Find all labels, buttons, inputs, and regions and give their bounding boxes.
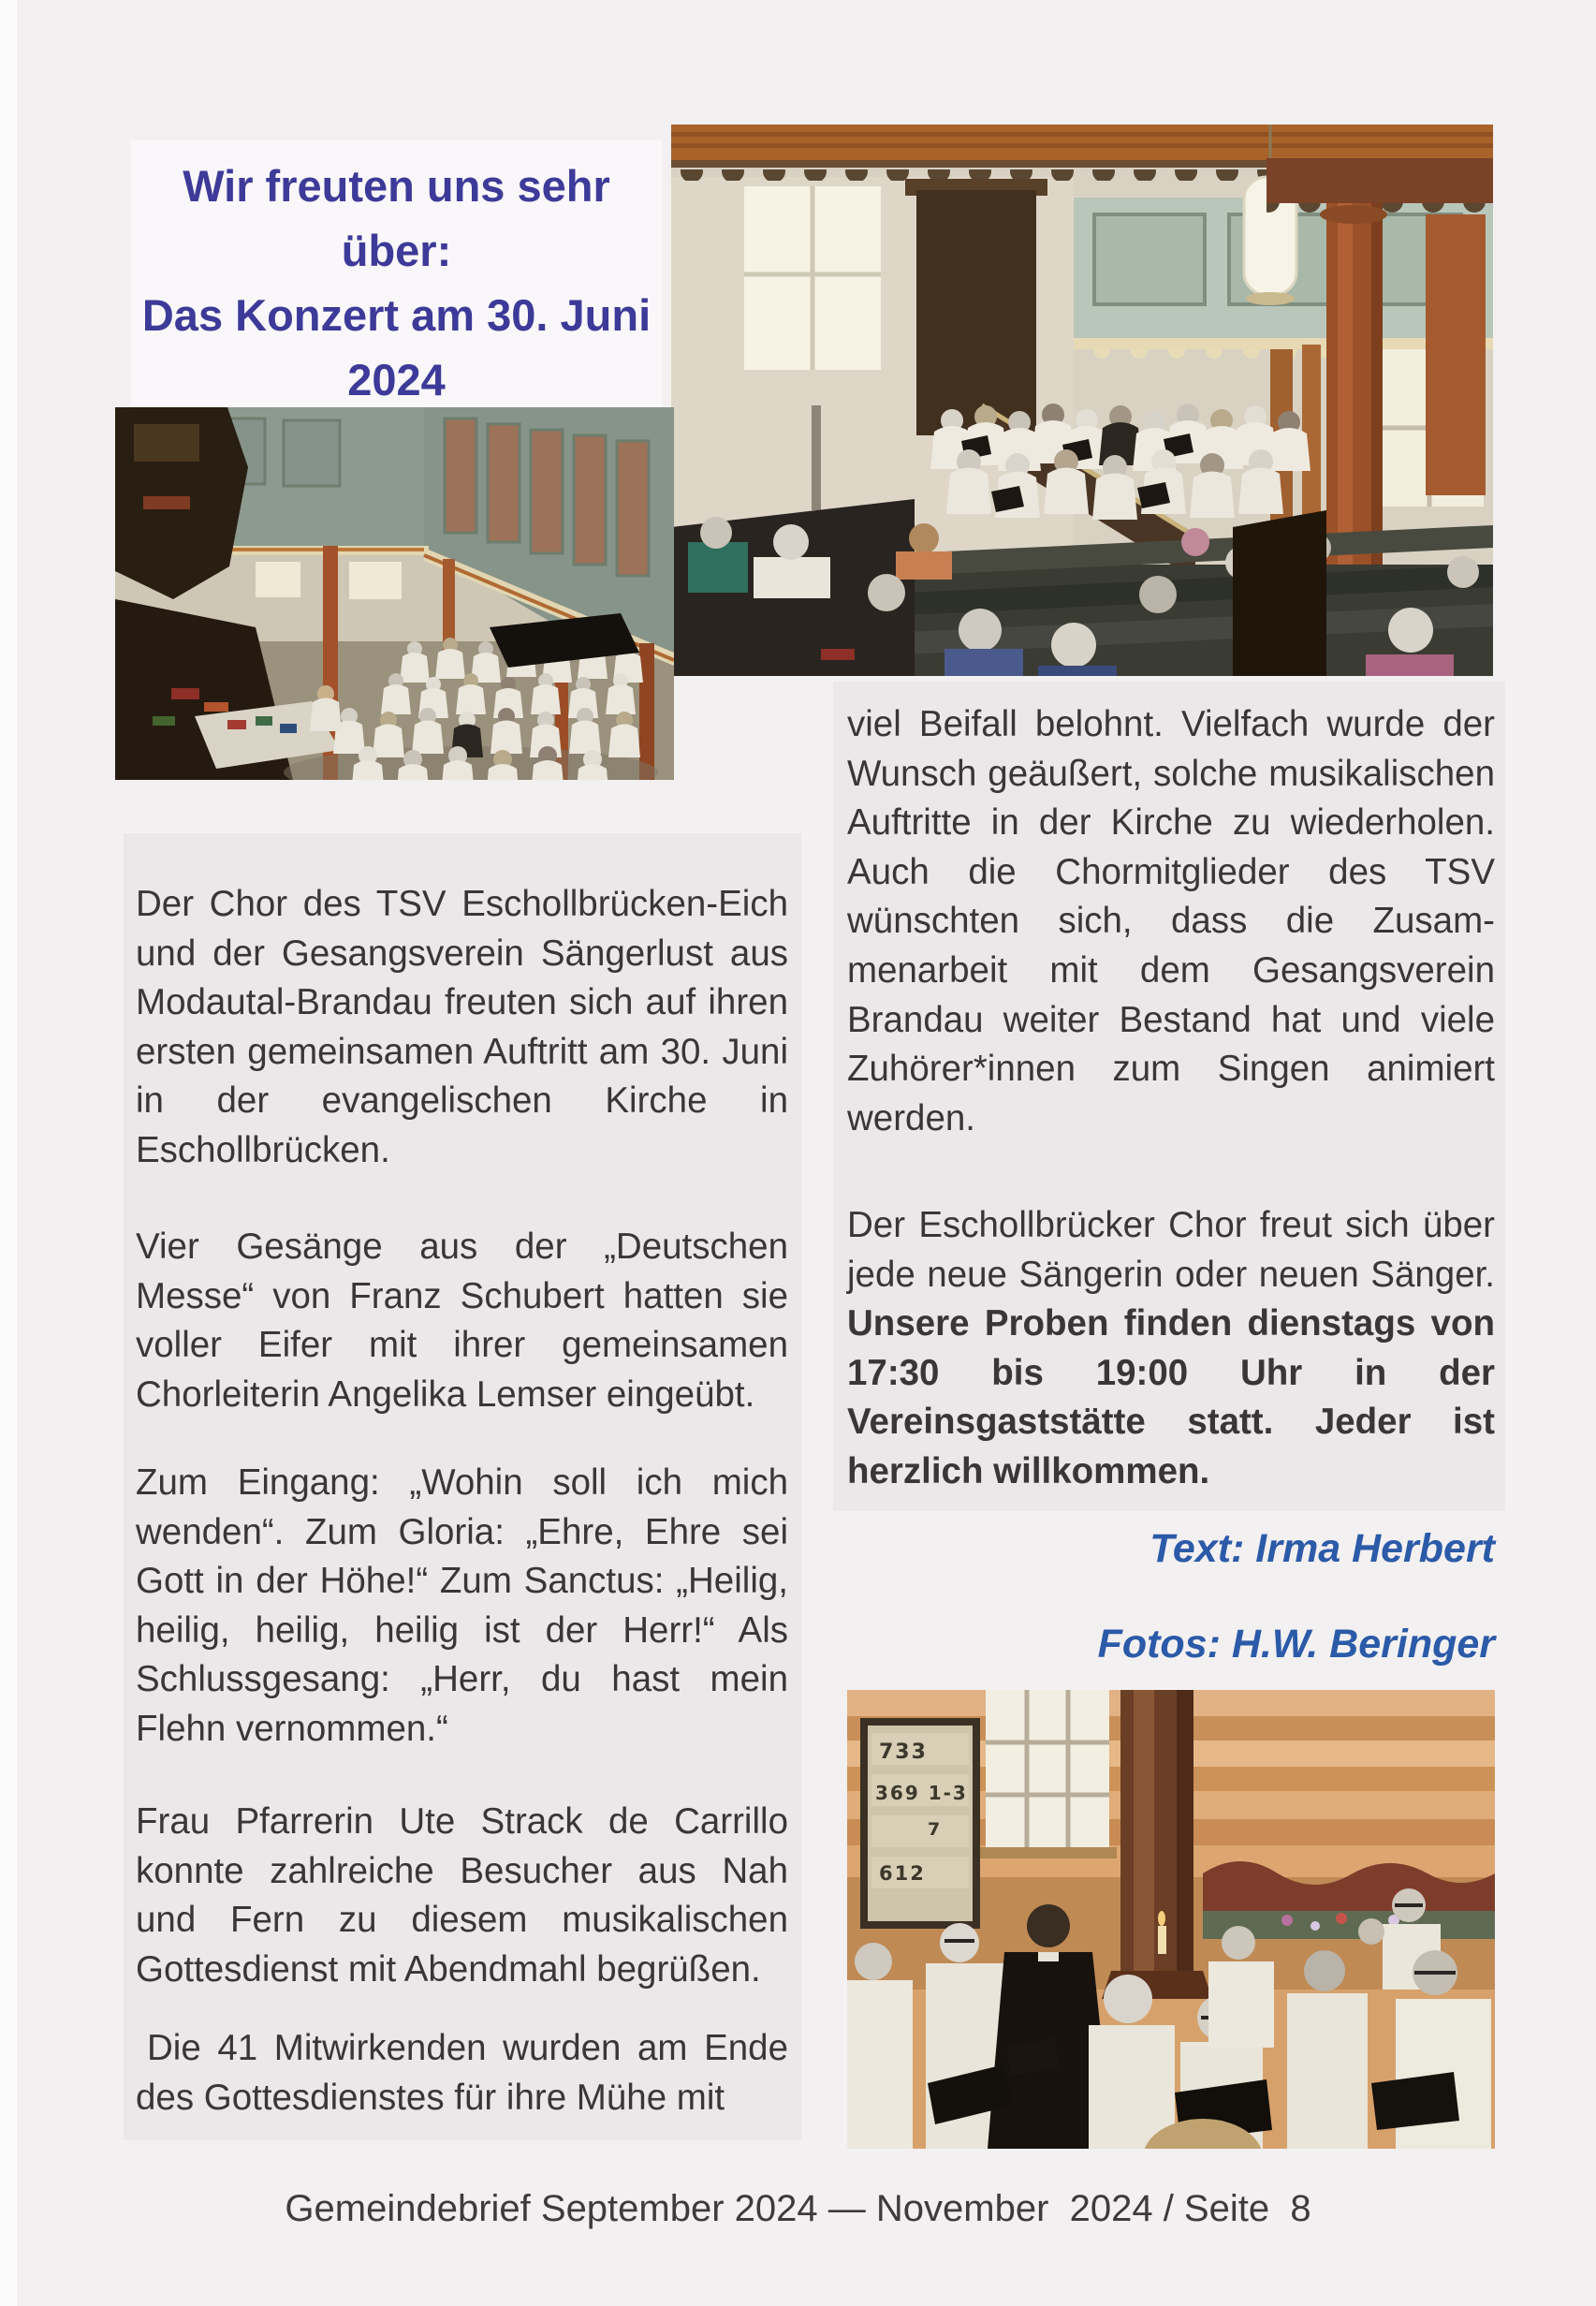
photo-choir-closeup [847,1690,1495,2149]
headline-line-1: Wir freuten uns sehr über: [183,161,610,275]
choir-figures [930,404,1310,520]
paragraph-right-2 [847,1201,1495,1497]
rehearsal-info-bold: Unsere Proben finden dienstags von 17:30 bis 19:00 Uhr in der Vereinsgaststätte statt. Jeder ist herzlich willkommen. [847,1303,1495,1491]
page-footer: Gemeindebrief September 2024 — November 2024 / Seite 8 [285,2188,1311,2229]
hymn-number-2: 369 1-3 [875,1782,968,1804]
paragraph-left-4: Frau Pfarrerin Ute Strack de Carrillo konnte zahlreiche Besucher aus Nah und Fern zu diesem musikalischen Gottesdienst mit Abendmahl begrüßen. [136,1801,788,1990]
photo-choir-from-gallery [115,407,674,780]
hymn-number-3: 7 [928,1819,943,1840]
paragraph-left-3: Zum Eingang: „Wohin soll ich mich wenden“. Zum Gloria: „Ehre, Ehre sei Gott in der Höhe!“ Zum Sanctus: „Heilig, heilig, heilig, heilig ist der Herr!“ Als Schlussgesang: „Herr, du hast mein Flehn vernommen.“ [136,1462,788,1749]
paragraph-left-2: Vier Gesänge aus der „Deutschen Messe“ von Franz Schubert hatten sie voller Eifer mit ihrer gemeinsamen Chorleiterin Angelika Lemser eingeübt. [136,1226,788,1415]
paragraph-left-1: Der Chor des TSV Eschollbrücken-Eich und der Gesangsverein Sängerlust aus Modautal-Brandau freuten sich auf ihren ersten gemeinsamen Auftritt am 30. Juni in der evangelischen Kirche in Eschollbrücken. [136,884,788,1170]
photo-choir-closeup-art [847,1690,1495,2149]
credit-text-author: Text: Irma Herbert [1149,1526,1495,1571]
photo-concert-wide-art [671,125,1493,676]
article-headline [131,140,662,409]
credit-photographer: Fotos: H.W. Beringer [1097,1622,1495,1667]
headline-line-2: Das Konzert am 30. Juni [141,290,652,340]
closing-normal-text: Der Eschollbrücker Chor freut sich über jede neue Sängerin oder neuen Sänger. [847,1205,1495,1295]
hymn-number-4: 612 [879,1862,926,1885]
photo-concert-wide [671,125,1493,676]
photo-choir-from-gallery-art [115,407,674,780]
hymn-number-1: 733 [879,1741,928,1764]
paragraph-right-1: viel Beifall belohnt. Vielfach wurde der Wunsch geäußert, solche musikalischen Auftritte in der Kirche zu wiederholen. Auch die Chormitglieder des TSV wünschten sich, dass die Zusammenarbeit mit dem Gesangsverein Brandau weiter Bestand hat und viele Zuhörer*innen zum Singen animiert werden. [847,704,1495,1138]
headline-line-3: 2024 [347,355,446,404]
paragraph-left-5: Die 41 Mitwirkenden wurden am Ende des Gottesdienstes für ihre Mühe mit [136,2028,788,2118]
scan-edge [0,0,17,2306]
